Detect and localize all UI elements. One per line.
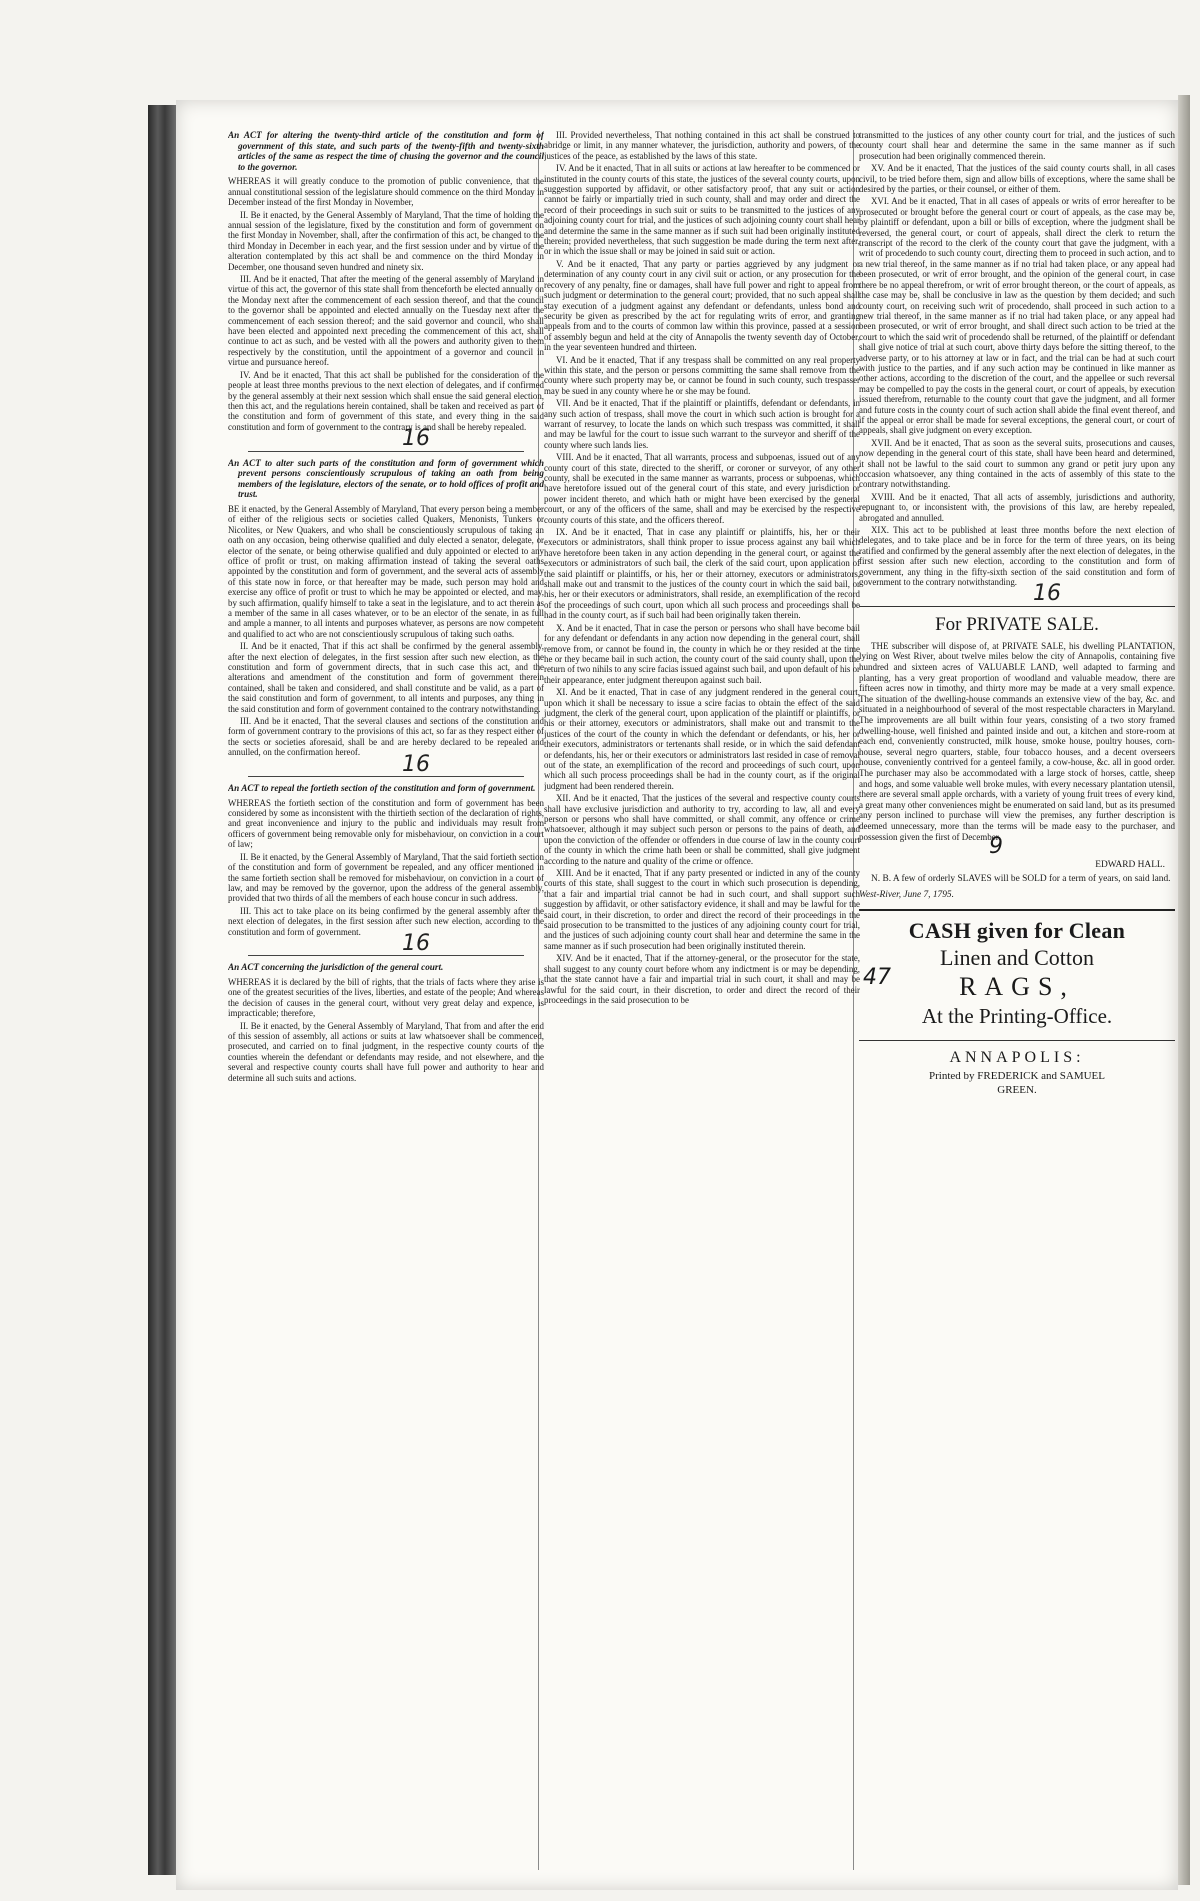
handwritten-rags-number: 47 xyxy=(863,964,891,990)
act-paragraph: IX. And be it enacted, That in case any plaintiff or plaintiffs, his, her or their executors or administrators, shall think proper to issue process against any bail which have heretofore been taken in any action depending in the general court, or against the executors or administrators of such bail, the clerk of the said court, upon application of the said plaintiff or plaintiffs, or his, her or their attorney, executors or administrators, shall make out and transmit to the justices of the county court in which the said bail, or his, her or their executors or administrators, shall reside, an exemplification of the record of the proceedings of such court, upon which all such process and proceedings shall be had in the county court, as if such bail had been originally taken therein. xyxy=(544,527,860,621)
act-section xyxy=(228,955,544,1083)
act-paragraph: XIX. This act to be published at least three months before the next election of delegates, and to take place and be in force for the term of three years, on its being ratified and confirmed by the general assembly after the next election of delegates, in the first session after such new election, according to the constitution and form of government, any thing in the fifty-sixth section of the said constitution and form of government to the contrary notwithstanding. xyxy=(859,525,1175,588)
act-section xyxy=(228,451,544,777)
rags-advert xyxy=(859,909,1175,1030)
act-paragraph: XIII. And be it enacted, That if any party presented or indicted in any of the county courts of this state, shall suggest to the court in which such prosecution is depending, that a fair and impartial trial cannot be had in such court, and shall support such suggestion by affidavit, or other satisfactory evidence, it shall and may be lawful for the said court, in their discretion, to order and direct the record of their proceedings in the said prosecution to be transmitted to the justices of any adjoining county court for trial, and the justices of such adjoining county court shall hear and determine the same in the same manner as if such prosecution had been originally instituted therein. xyxy=(544,868,860,951)
rags-line-3: RAGS, xyxy=(959,971,1075,1001)
act-paragraph: III. And be it enacted, That after the meeting of the general assembly of Maryland in virtue of this act, the governor of this state shall from thenceforth be elected annually on the Monday next after the commencement of each session thereof, and that the council to the governor shall be appointed and elected annually on the Tuesday next after the commencement of each session thereof; and the said governor and council, who shall have been elected and appointed next preceding the commencement of this act, shall continue to act as such, and be vested with all the powers and authority given to them respectively by the constitution, until the appointment of a governor and council in virtue and pursuance hereof. xyxy=(228,274,544,368)
act-paragraph: XVII. And be it enacted, That as soon as the several suits, prosecutions and causes, now depending in the general court of this state, shall have been heard and determined, it shall not be lawful to the said court to summon any grand or petit jury upon any occasion whatsoever, any thing contained in the acts of assembly of this state to the contrary notwithstanding. xyxy=(859,437,1175,490)
printer-imprint xyxy=(859,1040,1175,1097)
section-rule xyxy=(248,955,524,956)
imprint-printers: Printed by FREDERICK and SAMUEL xyxy=(929,1069,1105,1082)
act-paragraph: XVI. And be it enacted, That in all cases of appeals or writs of error hereafter to be prosecuted or brought before the general court or court of appeals, as the case may be, by plaintiff or defendant, upon a bill or bills of exception, where the judgment shall be reversed, the general court, or court of appeals, shall direct the clerk to return the transcript of the record to the clerk of the county court that gave the judgment, with a writ of procedendo to such county court, directing them to proceed in such action, and to a new trial thereof, in the same manner as if no trial had taken place, or any appeal had been prosecuted, or writ of error brought, and the opinion of the general court, in case there be no appeal therefrom, or writ of error brought thereon, or the court of appeals, as the case may be, shall be conclusive in law as the question by them decided; and such county court, on receiving such writ of procedendo, shall proceed in such action to a new trial thereof, in the same manner as if no trial had taken place, or any appeal had been prosecuted, or writ of error brought, and shall direct such action to be tried at the court to which the said writ of procedendo shall be returned, of the plaintiff or defendant shall give notice of trial at such court, above thirty days before the sitting thereof, to the adverse party, or to his attorney at law or in fact, and the trial can be had at such court with justice to the parties, and if any such action may be continued in like manner as other actions, according to the discretion of the court, and the appellee or such reversal may be compelled to pay the costs in the general court, or court of appeals, by execution issued therefrom, returnable to the county court that gave the judgment, and all former and future costs in the county court of such action shall abide the final event thereof, and if the appeal or error shall be made for several exceptions, the general court, or court of appeals, shall give judgment on every exception. xyxy=(859,196,1175,436)
handwritten-act-number: 16 xyxy=(402,751,430,777)
column-1 xyxy=(228,130,544,1875)
act-paragraph: VI. And be it enacted, That if any trespass shall be committed on any real property within this state, and the person or persons committing the same shall remove from the county where such property may be, or cannot be found in such county, such trespasser may be sued in any county where he or she may be found. xyxy=(544,354,860,396)
act-paragraph: II. Be it enacted, by the General Assembly of Maryland, That the said fortieth section of the constitution and form of government be repealed, and any officer mentioned in the same fortieth section shall be removed for misbehaviour, on conviction in a court of law, and may be removed by the governor, upon the address of the general assembly, provided that two thirds of all the members of each house concur in such address. xyxy=(228,851,544,904)
act-paragraph: X. And be it enacted, That in case the person or persons who shall have become bail for any defendant or defendants in any action now depending in the general court, shall remove from, or cannot be found in, the county in which he or they resided at the time he or they became bail in such action, the county court of the said county shall, upon the return of two nihils to any scire facias issued against such bail, and upon default of his or their appearance, enter judgment thereupon against such bail. xyxy=(544,622,860,685)
act-paragraph: WHEREAS the fortieth section of the constitution and form of government has been considered by some as inconsistent with the thirtieth section of the declaration of rights, and great inconvenience and injury to the public and individuals may result from officers of government being removable only for misbehaviour, on conviction in a court of law; xyxy=(228,797,544,850)
act-paragraph: WHEREAS it will greatly conduce to the promotion of public convenience, that the annual constitutional session of the legislature should commence on the third Monday in December instead of the first Monday in November, xyxy=(228,176,544,208)
act-section xyxy=(228,776,544,956)
act-paragraph: II. And be it enacted, That if this act shall be confirmed by the general assembly, after the next election of delegates, in the first session after such new election, as the constitution and form of government directs, that in such case this act, and the alterations and amendment of the constitution and form of government therein contained, shall be taken and considered, and shall constitute and be valid, as a part of the said constitution and form of government, to all intents and purposes, any thing in the said constitution and form of government contained to the contrary notwithstanding. xyxy=(228,641,544,714)
imprint-printers-cont: GREEN. xyxy=(997,1083,1037,1096)
act-paragraph: IV. And be it enacted, That in all suits or actions at law hereafter to be commenced or instituted in the county courts of this state, the justices of the several county courts, upon suggestion supported by affidavit, or other satisfactory proof, that any suit or action cannot be fairly or impartially tried in such county, shall and may order and direct the record of their proceedings in such suit or suits to be transmitted to the justices of any adjoining county court for trial, and the justices of such adjoining county court shall hear and determine the same in the same manner as if such suit had been originally instituted therein; provided nevertheless, that such suggestion be made during the term next after, or in which the issue shall or may be joined in said suit or action. xyxy=(544,163,860,257)
handwritten-advert-number: 9 xyxy=(989,834,1003,860)
private-sale-advert xyxy=(859,606,1175,901)
act-paragraph: XII. And be it enacted, That the justices of the several and respective county courts shall have exclusive jurisdiction and authority to try, according to law, all and every person or persons who shall have committed, or shall commit, any offence or crime whatsoever, although it may subject such person or persons to the pains of death, and upon the conviction of the offender or offenders in due course of law in the county court of the county in which the crime hath been or shall be committed, shall give judgment according to the nature and quality of the crime or offence. xyxy=(544,793,860,866)
column-2 xyxy=(544,130,860,1875)
section-rule xyxy=(248,451,524,452)
handwritten-act-number: 16 xyxy=(402,930,430,956)
handwritten-act-number: 16 xyxy=(402,426,430,452)
column-3-acts xyxy=(859,130,1175,587)
sale-nota-bene: N. B. A few of orderly SLAVES will be SOLD for a term of years, on said land. xyxy=(871,873,1171,884)
sale-signature: EDWARD HALL. xyxy=(1095,859,1165,870)
sale-body: THE subscriber will dispose of, at PRIVATE SALE, his dwelling PLANTATION, lying on West River, about twelve miles below the city of Annapolis, containing five hundred and sixteen acres of VALUABLE LAND, well adapted to farming and planting, has a very great proportion of woodland and valuable meadow, there are fifteen acres now in timothy, and thirty more may be made at a very small expence. The situation of the dwelling-house commands an extensive view of the bay, &c. and situated in a neighbourhood of several of the most respectable characters in Maryland. The improvements are all built within four years, consisting of a two story framed dwelling-house, well finished and painted inside and out, a kitchen and store-room at each end, conveniently constructed, milk house, smoke house, poultry houses, corn-house, several negro quarters, stable, four tobacco houses, and a decent overseers house, conveniently contrived for a genteel family, a cow-house, &c. all in good order. The purchaser may also be accommodated with a large stock of horses, cattle, sheep and hogs, and some valuable well broke mules, with every necessary plantation utensil, there are several small apple orchards, with a variety of young fruit trees of every kind, a great many other conveniences might be enumerated on said land, but as its presumed any person inclined to purchase will view the premises, any further description is deemed unnecessary, more than the terms will be made easy to the purchaser, and possession given the first of December. xyxy=(859,640,1175,842)
imprint-place: ANNAPOLIS: xyxy=(949,1048,1085,1066)
handwritten-act-number: 16 xyxy=(1033,581,1061,607)
act-paragraph: III. This act to take place on its being confirmed by the general assembly after the next election of delegates, in the first session after such new election, according to the constitution and form of government. xyxy=(228,905,544,937)
act-paragraph: V. And be it enacted, That any party or parties aggrieved by any judgment or determination of any county court in any civil suit or action, or any prosecution for the recovery of any penalty, fine or damages, shall have full power and right to appeal from such judgment or determination to the general court; provided, that no such appeal shall stay execution of a judgment against any defendant or defendants, unless bond and security be given as prescribed by the act for regulating writs of error, and granting appeals from and to the courts of common law within this province, passed at a session of assembly begun and held at the city of Annapolis the twenty seventh day of October, in the year seventeen hundred and thirteen. xyxy=(544,258,860,353)
act-section xyxy=(228,130,544,452)
book-binding-strip xyxy=(148,105,176,1875)
act-paragraph: BE it enacted, by the General Assembly of Maryland, That every person being a member of either of the religious sects or societies called Quakers, Menonists, Tunkers or Nicolites, or New Quakers, and who shall be conscientiously scrupulous of taking an oath on any occasion, being otherwise qualified and duly elected a senator, delegate, or elector of the senate, or being otherwise qualified and duly appointed or elected to any office of profit or trust, on making affirmation instead of taking the several oaths appointed by the constitution and form of government, and the several acts of assembly of this state now in force, or that hereafter may be made, such person may hold and exercise any office of profit or trust to which he may be appointed or elected, and may, by such affirmation, qualify himself to take a seat in the legislature, and to act therein as a member of the same in all cases whatever, or to be an elector of the senate, in as full and ample a manner, to all intents and purposes whatever, as persons are now competent and qualified to act who are not conscientiously scrupulous of taking such oaths. xyxy=(228,503,544,639)
act-paragraph: III. Provided nevertheless, That nothing contained in this act shall be construed to abridge or limit, in any manner whatever, the jurisdiction, authority and powers, of the justices of the peace, as established by the laws of this state. xyxy=(544,130,860,161)
act-paragraph: WHEREAS it is declared by the bill of rights, that the trials of facts where they arise is one of the greatest securities of the lives, liberties, and estate of the people; And whereas the decision of causes in the general court, without very great delay and expence, is impracticable; therefore, xyxy=(228,976,544,1019)
act-paragraph: transmitted to the justices of any other county court for trial, and the justices of such county court shall hear and determine the same in the same manner as if such prosecution had been originally commenced therein. xyxy=(859,130,1175,161)
column-3 xyxy=(859,130,1175,1875)
rags-line-2: Linen and Cotton xyxy=(940,944,1094,970)
act-paragraph: IV. And be it enacted, That this act shall be published for the consideration of the people at least three months previous to the next election of delegates, and if confirmed by the general assembly at their next session which shall ensue the said general election, then this act, and the regulations herein contained, shall be taken and received as part of the constitution and form of government of this state, and every thing in the said constitution and form of government to the contrary is and shall be hereby repealed. xyxy=(228,369,544,432)
act-paragraph: XVIII. And be it enacted, That all acts of assembly, jurisdictions and authority, repugnant to, or inconsistent with, the provisions of this law, are hereby repealed, abrogated and annulled. xyxy=(859,491,1175,523)
act-title: An ACT concerning the jurisdiction of the general court. xyxy=(228,962,444,973)
newspaper-page xyxy=(176,100,1178,1890)
act-title: An ACT for altering the twenty-third article of the constitution and form of government of this state, and such parts of the twenty-fifth and twenty-sixth articles of the same as respect the time of chusing the governor and the council to the governor. xyxy=(228,130,544,172)
act-title: An ACT to repeal the fortieth section of the constitution and form of government. xyxy=(228,783,536,794)
sale-date: West-River, June 7, 1795. xyxy=(859,890,954,901)
rags-line-1: CASH given for Clean xyxy=(908,917,1126,943)
act-paragraph: II. Be it enacted, by the General Assembly of Maryland, That the time of holding the annual session of the legislature, fixed by the constitution and form of government on the first Monday in November, shall, after the confirmation of this act, be changed to the third Monday in December in each year, and the first session under and by virtue of the alteration contemplated by this act shall be and commence on the third Monday in December, one thousand seven hundred and ninety six. xyxy=(228,209,544,272)
act-paragraph: XI. And be it enacted, That in case of any judgment rendered in the general court, upon which it shall be necessary to issue a scire facias to obtain the effect of the said judgment, the clerk of the general court, upon application of the plaintiff or plaintiffs, or his or their attorney, executors or administrators, shall make out and transmit to the justices of the court of the county in which the defendant or defendants, or his, her or their executors, administrators or tertenants shall reside, or in which the said defendant or defendants, his, her or their executors or administrators last resided in case of removal out of the state, an exemplification of the record and proceedings of such court, upon which all such process proceedings shall be had in the county court, as if the original judgment had been rendered therein. xyxy=(544,687,860,791)
act-paragraph: VII. And be it enacted, That if the plaintiff or plaintiffs, defendant or defendants, in any such action of trespass, shall move the court in which such action is brought for a warrant of resurvey, to locate the lands on which such trespass was committed, it shall and may be lawful for the court to issue such warrant to the surveyor and sheriff of the county where such lands lies. xyxy=(544,398,860,450)
act-paragraph: III. And be it enacted, That the several clauses and sections of the constitution and form of government contrary to the provisions of this act, so far as they respect either of the sects or societies aforesaid, shall be and are hereby declared to be repealed and annulled, on the confirmation hereof. xyxy=(228,716,544,758)
act-paragraph: XV. And be it enacted, That the justices of the said county courts shall, in all cases civil, to be tried before them, sign and allow bills of exceptions, where the same shall be desired by the parties, or their counsel, or either of them. xyxy=(859,163,1175,195)
sale-heading: For PRIVATE SALE. xyxy=(859,606,1175,637)
rags-line-4: At the Printing-Office. xyxy=(921,1003,1113,1028)
act-paragraph: VIII. And be it enacted, That all warrants, process and subpoenas, issued out of any county court of this state, directed to the sheriff, or coroner or surveyor, of any other county, shall be executed in the same manner as warrants, process or subpoenas, which have heretofore issued out of the general court of this state, and every jurisdiction or power incident thereto, and which hath or might have been exercised by the general court, or any of the officers of the same, shall and may be exercised by the respective county courts of this state, and the officers thereof. xyxy=(544,452,860,525)
section-rule xyxy=(248,776,524,777)
act-paragraph: XIV. And be it enacted, That if the attorney-general, or the prosecutor for the state, shall suggest to any county court before whom any indictment is or may be depending, that the state cannot have a fair and impartial trial in such court, it shall and may be lawful for the said court, in their discretion, to order and direct the record of their proceedings in the said prosecution to be xyxy=(544,953,860,1005)
page-edge xyxy=(1178,95,1190,1885)
act-paragraph: II. Be it enacted, by the General Assembly of Maryland, That from and after the end of this session of assembly, all actions or suits at law whatsoever shall be commenced, prosecuted, and carried on to final judgment, in the respective county courts of the counties wherein the defendant or defendants may reside, and not elsewhere, and the several and respective county courts shall have full power and authority to hear and determine all such suits and actions. xyxy=(228,1020,544,1083)
act-title: An ACT to alter such parts of the constitution and form of government which prevent persons conscientiously scrupulous of taking an oath from being members of the legislature, electors of the senate, or to hold offices of profit and trust. xyxy=(228,457,544,500)
